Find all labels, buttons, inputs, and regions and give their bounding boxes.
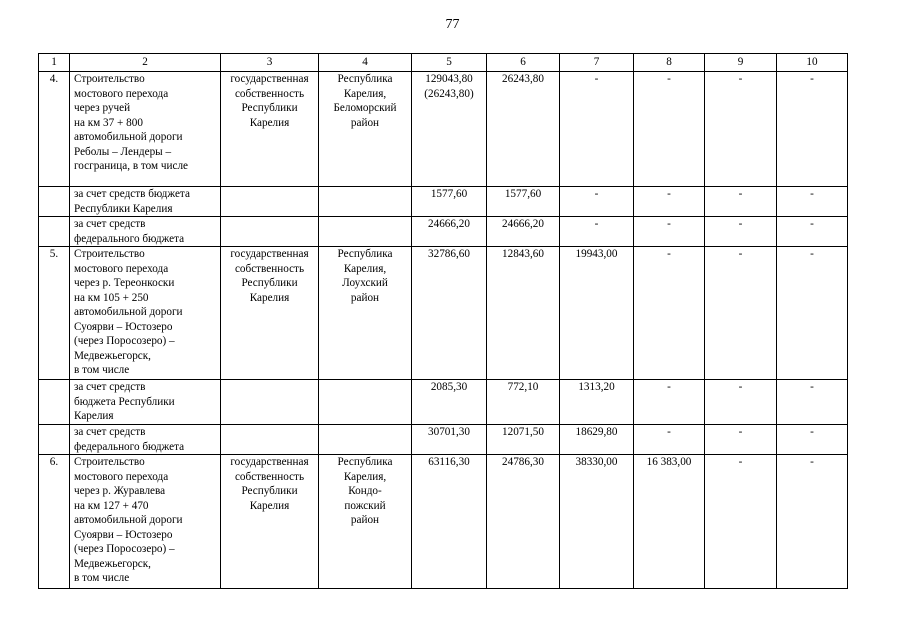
ownership-cell [221, 187, 319, 217]
location-cell: Республика Карелия, Беломорский район [319, 72, 412, 187]
value-cell-8: - [634, 217, 705, 247]
value-cell-5: 63116,30 [412, 455, 487, 589]
budget-table [38, 53, 848, 589]
header-cell: 9 [705, 54, 777, 72]
table-row [39, 72, 848, 187]
location-cell: Республика Карелия, Лоухский район [319, 247, 412, 380]
object-name: за счет средств бюджета Республики Карелия [70, 380, 221, 425]
value-cell-7: - [560, 72, 634, 187]
value-cell-9: - [705, 455, 777, 589]
value-cell-5: 1577,60 [412, 187, 487, 217]
table-row [39, 380, 848, 425]
value-cell-10: - [777, 425, 848, 455]
ownership-cell: государственная собственность Республики Карелия [221, 247, 319, 380]
location-cell [319, 187, 412, 217]
row-number [39, 217, 70, 247]
value-cell-7: 1313,20 [560, 380, 634, 425]
object-name: за счет средств федерального бюджета [70, 217, 221, 247]
value-cell-6: 24786,30 [487, 455, 560, 589]
value-cell-7: 18629,80 [560, 425, 634, 455]
header-cell: 10 [777, 54, 848, 72]
value-cell-5: 24666,20 [412, 217, 487, 247]
value-cell-9: - [705, 425, 777, 455]
page-number: 77 [445, 17, 460, 32]
value-cell-10: - [777, 455, 848, 589]
location-cell: Республика Карелия, Кондо- пожский район [319, 455, 412, 589]
value-cell-9: - [705, 380, 777, 425]
value-cell-9: - [705, 72, 777, 187]
object-name: Строительство мостового перехода через р. Тереонкоски на км 105 + 250 автомобильной дороги Суоярви – Юстозеро (через Поросозеро) – Медвежьегорск, в том числе [70, 247, 221, 380]
header-cell: 2 [70, 54, 221, 72]
table-row [39, 187, 848, 217]
location-cell [319, 425, 412, 455]
object-name: за счет средств бюджета Республики Карелия [70, 187, 221, 217]
value-cell-6: 1577,60 [487, 187, 560, 217]
value-cell-6: 24666,20 [487, 217, 560, 247]
ownership-cell [221, 217, 319, 247]
value-cell-8: - [634, 247, 705, 380]
value-cell-7: 19943,00 [560, 247, 634, 380]
object-name: Строительство мостового перехода через ручей на км 37 + 800 автомобильной дороги Реболы – Лендеры – госграница, в том числе [70, 72, 221, 187]
value-cell-5: 129043,80 (26243,80) [412, 72, 487, 187]
value-cell-5: 2085,30 [412, 380, 487, 425]
row-number: 6. [39, 455, 70, 589]
header-cell: 1 [39, 54, 70, 72]
table-row [39, 217, 848, 247]
value-cell-10: - [777, 187, 848, 217]
ownership-cell: государственная собственность Республики Карелия [221, 72, 319, 187]
ownership-cell [221, 380, 319, 425]
row-number: 5. [39, 247, 70, 380]
value-cell-6: 772,10 [487, 380, 560, 425]
row-number: 4. [39, 72, 70, 187]
location-cell [319, 380, 412, 425]
value-cell-7: - [560, 217, 634, 247]
value-cell-8: - [634, 187, 705, 217]
value-cell-6: 12843,60 [487, 247, 560, 380]
header-cell: 5 [412, 54, 487, 72]
table-header-row [39, 54, 848, 72]
value-cell-6: 12071,50 [487, 425, 560, 455]
value-cell-6: 26243,80 [487, 72, 560, 187]
object-name: Строительство мостового перехода через р. Журавлева на км 127 + 470 автомобильной дороги Суоярви – Юстозеро (через Поросозеро) – Медвежьегорск, в том числе [70, 455, 221, 589]
header-cell: 8 [634, 54, 705, 72]
header-cell: 6 [487, 54, 560, 72]
row-number [39, 425, 70, 455]
value-cell-7: - [560, 187, 634, 217]
value-cell-7: 38330,00 [560, 455, 634, 589]
ownership-cell: государственная собственность Республики Карелия [221, 455, 319, 589]
value-cell-9: - [705, 217, 777, 247]
value-cell-10: - [777, 72, 848, 187]
value-cell-5: 32786,60 [412, 247, 487, 380]
value-cell-8: - [634, 425, 705, 455]
value-cell-9: - [705, 187, 777, 217]
location-cell [319, 217, 412, 247]
header-cell: 4 [319, 54, 412, 72]
table-row [39, 247, 848, 380]
table-row [39, 425, 848, 455]
value-cell-10: - [777, 217, 848, 247]
header-cell: 3 [221, 54, 319, 72]
value-cell-10: - [777, 380, 848, 425]
row-number [39, 380, 70, 425]
value-cell-10: - [777, 247, 848, 380]
table-row [39, 455, 848, 589]
object-name: за счет средств федерального бюджета [70, 425, 221, 455]
row-number [39, 187, 70, 217]
ownership-cell [221, 425, 319, 455]
value-cell-8: - [634, 380, 705, 425]
value-cell-5: 30701,30 [412, 425, 487, 455]
value-cell-9: - [705, 247, 777, 380]
value-cell-8: - [634, 72, 705, 187]
header-cell: 7 [560, 54, 634, 72]
value-cell-8: 16 383,00 [634, 455, 705, 589]
